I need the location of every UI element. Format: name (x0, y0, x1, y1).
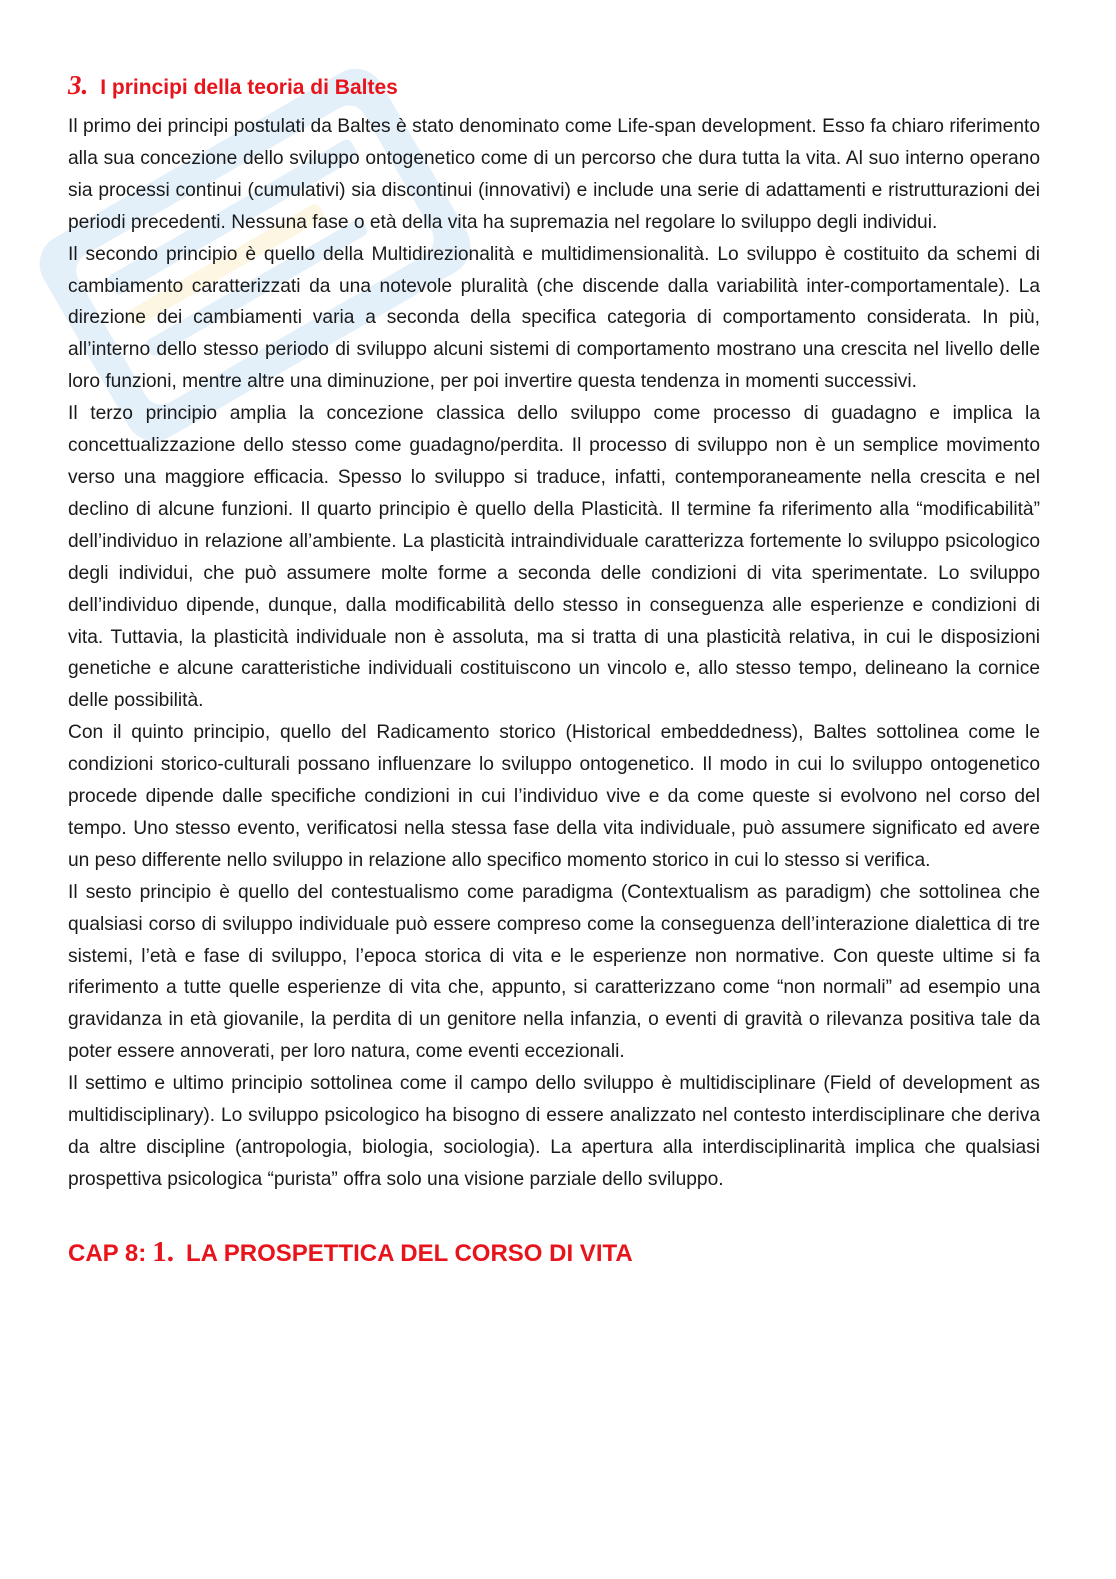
paragraph-multidisciplinary: Il settimo e ultimo principio sottolinea come il campo dello sviluppo è multidisciplinare (Field of development as multidisciplinary). Lo sviluppo psicologico ha bisogno di essere analizzato nel contesto interdisciplinare che deriva da altre discipline (antropologia, biologia, sociologia). La apertura alla interdisciplinarità implica che qualsiasi prospettiva psicologica “purista” offra solo una visione parziale dello sviluppo. (68, 1073, 1040, 1190)
paragraph-life-span: Il primo dei principi postulati da Baltes è stato denominato come Life-span development. Esso fa chiaro riferimento alla sua concezione dello sviluppo ontogenetico come di un percorso che dura tutta la vita. Al suo interno operano sia processi continui (cumulativi) sia discontinui (innovativi) e include una serie di adattamenti e ristrutturazioni dei periodi precedenti. Nessuna fase o età della vita ha supremazia nel regolare lo sviluppo degli individui. (68, 116, 1040, 233)
paragraph-historical-embeddedness: Con il quinto principio, quello del Radicamento storico (Historical embeddedness), Baltes sottolinea come le condizioni storico-culturali possano influenzare lo sviluppo ontogenetico. Il modo in cui lo sviluppo ontogenetico procede dipende dalle specifiche condizioni in cui l’individuo vive e da come queste si evolvono nel corso del tempo. Uno stesso evento, verificatosi nella stessa fase della vita individuale, può assumere significato ed avere un peso differente nello sviluppo in relazione allo specifico momento storico in cui lo stesso si verifica. (68, 722, 1040, 871)
paragraph-multidirectionality: Il secondo principio è quello della Multidirezionalità e multidimensionalità. Lo sviluppo è costituito da schemi di cambiamento caratterizzati da una notevole pluralità (che discende dalla variabilità inter-comportamentale). La direzione dei cambiamenti varia a seconda della specifica categoria di comportamento considerata. In più, all’interno dello stesso periodo di sviluppo alcuni sistemi di comportamento mostrano una crescita nel livello delle loro funzioni, mentre altre una diminuzione, per poi invertire questa tendenza in momenti successivi. (68, 243, 1040, 393)
paragraph-gain-loss-plasticity: Il terzo principio amplia la concezione classica dello sviluppo come processo di guadagno e implica la concettualizzazione dello stesso come guadagno/perdita. Il processo di sviluppo non è un semplice movimento verso una maggiore efficacia. Spesso lo sviluppo si traduce, infatti, contemporaneamente nella crescita e nel declino di alcune funzioni. Il quarto principio è quello della Plasticità. Il termine fa riferimento alla “modificabilità” dell’individuo in relazione all’ambiente. La plasticità intraindividuale caratterizza fortemente lo sviluppo psicologico degli individui, che può assumere molte forme a seconda delle condizioni di vita sperimentate. Lo sviluppo dell’individuo dipende, dunque, dalla modificabilità dello stesso in conseguenza alle esperienze e condizioni di vita. Tuttavia, la plasticità individuale non è assoluta, ma si tratta di una plasticità relativa, in cui le disposizioni genetiche e alcune caratteristiche individuali costituiscono un vincolo e, allo stesso tempo, delineano la cornice delle possibilità. (68, 403, 1040, 712)
section-number: 3. (68, 70, 89, 100)
section-heading (68, 70, 1040, 101)
chapter-number: 1. (152, 1235, 174, 1268)
chapter-heading (68, 1236, 1040, 1269)
chapter-prefix: CAP 8: (68, 1239, 147, 1267)
chapter-title: LA PROSPETTICA DEL CORSO DI VITA (186, 1239, 633, 1267)
document-page (68, 70, 1040, 1269)
section-title: I principi della teoria di Baltes (100, 76, 398, 99)
paragraph-contextualism: Il sesto principio è quello del contestualismo come paradigma (Contextualism as paradigm) che sottolinea che qualsiasi corso di sviluppo individuale può essere compreso come la conseguenza dell’interazione dialettica di tre sistemi, l’età e fase di sviluppo, l’epoca storica di vita e le esperienze non normative. Con queste ultime si fa riferimento a tutte quelle esperienze di vita che, appunto, si caratterizzano come “non normali” ad esempio una gravidanza in età giovanile, la perdita di un genitore nella infanzia, o eventi di gravità o rilevanza positiva tale da poter essere annoverati, per loro natura, come eventi eccezionali. (68, 881, 1040, 1063)
